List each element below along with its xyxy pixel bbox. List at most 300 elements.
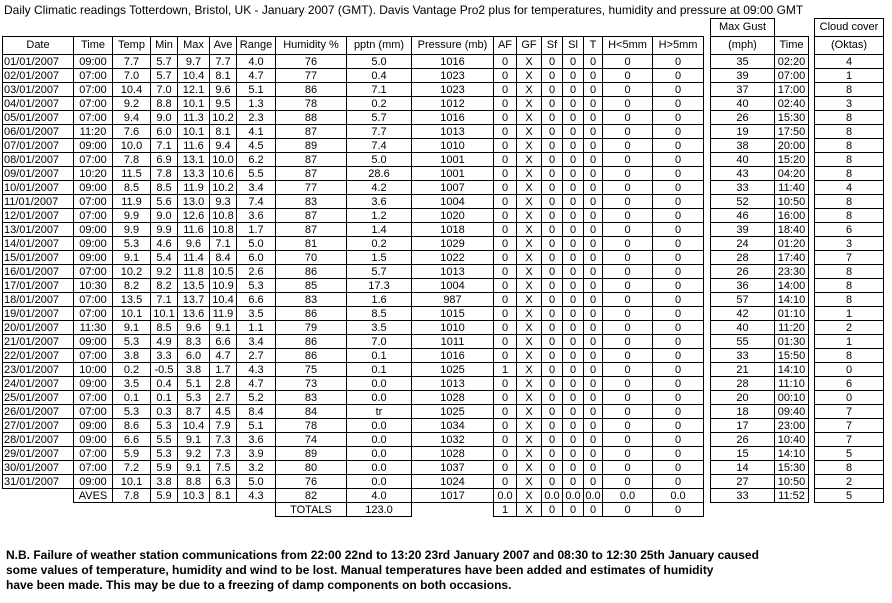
total-t: 0 xyxy=(584,503,603,517)
spacer xyxy=(704,293,711,307)
cell-h-lt5: 0 xyxy=(603,111,653,125)
cell-humidity: 81 xyxy=(276,237,347,251)
cell-time: 09:00 xyxy=(74,377,113,391)
average-value: 5.9 xyxy=(151,489,178,503)
average-value: 5 xyxy=(815,489,884,503)
cell-min: 5.7 xyxy=(151,55,178,69)
cell-gf: X xyxy=(517,153,542,167)
total-af: 1 xyxy=(494,503,517,517)
cell-t: 0 xyxy=(584,181,603,195)
cell-t: 0 xyxy=(584,447,603,461)
cell-sl: 0 xyxy=(563,321,584,335)
cell-pptn: 7.0 xyxy=(347,335,412,349)
spacer xyxy=(704,237,711,251)
cell-time: 11:30 xyxy=(74,321,113,335)
cell-af: 0 xyxy=(494,167,517,181)
cell-range: 5.1 xyxy=(237,83,276,97)
cell-min: 5.4 xyxy=(151,251,178,265)
cell-pressure: 1012 xyxy=(412,97,494,111)
cell-pptn: 0.1 xyxy=(347,363,412,377)
cell-min: 5.7 xyxy=(151,69,178,83)
cell-sl: 0 xyxy=(563,447,584,461)
cell-temp: 0.2 xyxy=(113,363,151,377)
cell-range: 4.5 xyxy=(237,139,276,153)
cell-max-gust: 28 xyxy=(711,377,775,391)
cell-pressure: 1013 xyxy=(412,125,494,139)
cell-cloud-cover: 8 xyxy=(815,153,884,167)
cell-sl: 0 xyxy=(563,167,584,181)
footnote xyxy=(6,548,866,593)
cell-max: 11.8 xyxy=(178,265,210,279)
cell-h-gt5: 0 xyxy=(653,97,704,111)
cell-sf: 0 xyxy=(542,363,563,377)
cell-cloud-cover: 8 xyxy=(815,139,884,153)
cell-t: 0 xyxy=(584,293,603,307)
spacer xyxy=(704,69,711,83)
cell-time: 07:00 xyxy=(74,405,113,419)
cell-gf: X xyxy=(517,377,542,391)
blank-cell xyxy=(815,503,884,517)
cell-h-gt5: 0 xyxy=(653,195,704,209)
cell-range: 5.5 xyxy=(237,167,276,181)
cell-gust-time: 15:30 xyxy=(775,111,809,125)
averages-row xyxy=(3,489,884,503)
cell-pptn: 5.0 xyxy=(347,153,412,167)
blank-cell xyxy=(178,503,210,517)
spacer xyxy=(704,433,711,447)
cell-ave: 7.3 xyxy=(210,447,237,461)
cell-af: 0 xyxy=(494,223,517,237)
cell-h-gt5: 0 xyxy=(653,237,704,251)
cell-h-gt5: 0 xyxy=(653,433,704,447)
cell-max-gust: 33 xyxy=(711,349,775,363)
cell-gust-time: 17:00 xyxy=(775,83,809,97)
cell-max: 9.6 xyxy=(178,321,210,335)
cell-max-gust: 37 xyxy=(711,83,775,97)
cell-time: 10:00 xyxy=(74,363,113,377)
cell-t: 0 xyxy=(584,419,603,433)
cell-ave: 9.4 xyxy=(210,139,237,153)
cell-temp: 10.4 xyxy=(113,83,151,97)
cell-pressure: 1013 xyxy=(412,265,494,279)
cell-sl: 0 xyxy=(563,209,584,223)
cell-gf: X xyxy=(517,363,542,377)
cell-pptn: 0.0 xyxy=(347,475,412,489)
table-row xyxy=(3,139,884,153)
cell-min: 5.6 xyxy=(151,195,178,209)
table-row xyxy=(3,125,884,139)
spacer xyxy=(704,111,711,125)
cell-temp: 8.2 xyxy=(113,279,151,293)
cell-date: 13/01/2007 xyxy=(3,223,74,237)
cell-t: 0 xyxy=(584,279,603,293)
cell-gf: X xyxy=(517,251,542,265)
cell-time: 07:00 xyxy=(74,209,113,223)
cell-humidity: 74 xyxy=(276,433,347,447)
cell-af: 0 xyxy=(494,181,517,195)
cell-h-lt5: 0 xyxy=(603,265,653,279)
cell-af: 0 xyxy=(494,279,517,293)
table-row xyxy=(3,237,884,251)
cell-sl: 0 xyxy=(563,419,584,433)
cell-max: 9.1 xyxy=(178,461,210,475)
cell-t: 0 xyxy=(584,111,603,125)
cell-h-gt5: 0 xyxy=(653,55,704,69)
cell-h-gt5: 0 xyxy=(653,111,704,125)
cell-max-gust: 39 xyxy=(711,223,775,237)
cell-max: 9.7 xyxy=(178,55,210,69)
cell-min: 9.0 xyxy=(151,209,178,223)
cell-cloud-cover: 3 xyxy=(815,237,884,251)
cell-pptn: 17.3 xyxy=(347,279,412,293)
column-header-sl: Sl xyxy=(563,37,584,55)
cell-h-lt5: 0 xyxy=(603,97,653,111)
page-title: Daily Climatic readings Totterdown, Bristol, UK - January 2007 (GMT). Davis Vantage Pro2 plus for temperatures, humidity and pressure at 09:00 GMT xyxy=(4,3,804,17)
max-gust-header: Max Gust xyxy=(711,19,775,37)
cell-cloud-cover: 3 xyxy=(815,97,884,111)
cell-h-gt5: 0 xyxy=(653,153,704,167)
cell-range: 3.6 xyxy=(237,433,276,447)
cell-cloud-cover: 8 xyxy=(815,125,884,139)
cell-max: 11.4 xyxy=(178,251,210,265)
cell-ave: 10.9 xyxy=(210,279,237,293)
cell-af: 0 xyxy=(494,461,517,475)
spacer xyxy=(704,447,711,461)
cell-gust-time: 01:10 xyxy=(775,307,809,321)
cell-time: 10:20 xyxy=(74,167,113,181)
cell-h-gt5: 0 xyxy=(653,335,704,349)
column-header-af: AF xyxy=(494,37,517,55)
cell-h-lt5: 0 xyxy=(603,251,653,265)
cell-gust-time: 14:10 xyxy=(775,293,809,307)
cell-time: 07:00 xyxy=(74,307,113,321)
cell-humidity: 84 xyxy=(276,405,347,419)
column-header-sf: Sf xyxy=(542,37,563,55)
cell-time: 07:00 xyxy=(74,349,113,363)
table-row xyxy=(3,97,884,111)
cell-date: 12/01/2007 xyxy=(3,209,74,223)
cell-sl: 0 xyxy=(563,461,584,475)
cell-ave: 11.9 xyxy=(210,307,237,321)
cell-pptn: 0.0 xyxy=(347,447,412,461)
cell-min: 3.3 xyxy=(151,349,178,363)
cell-humidity: 78 xyxy=(276,97,347,111)
cell-max-gust: 26 xyxy=(711,433,775,447)
cell-humidity: 86 xyxy=(276,307,347,321)
cell-t: 0 xyxy=(584,349,603,363)
average-value: 82 xyxy=(276,489,347,503)
cell-max: 6.0 xyxy=(178,349,210,363)
cell-gf: X xyxy=(517,335,542,349)
cell-pptn: 1.2 xyxy=(347,209,412,223)
table-row xyxy=(3,447,884,461)
cell-min: 5.5 xyxy=(151,433,178,447)
cell-ave: 9.5 xyxy=(210,97,237,111)
cell-max-gust: 52 xyxy=(711,195,775,209)
cell-humidity: 76 xyxy=(276,475,347,489)
cell-range: 1.1 xyxy=(237,321,276,335)
average-value: 0.0 xyxy=(494,489,517,503)
cell-pptn: 0.2 xyxy=(347,97,412,111)
cell-cloud-cover: 8 xyxy=(815,209,884,223)
cell-range: 6.2 xyxy=(237,153,276,167)
column-header-gf: GF xyxy=(517,37,542,55)
cell-gf: X xyxy=(517,475,542,489)
cell-pressure: 1010 xyxy=(412,321,494,335)
cell-date: 25/01/2007 xyxy=(3,391,74,405)
cell-af: 0 xyxy=(494,97,517,111)
cell-min: -0.5 xyxy=(151,363,178,377)
cell-cloud-cover: 4 xyxy=(815,181,884,195)
cell-sl: 0 xyxy=(563,237,584,251)
cell-h-gt5: 0 xyxy=(653,461,704,475)
spacer xyxy=(704,83,711,97)
blank-cell xyxy=(113,503,151,517)
cell-pressure: 1028 xyxy=(412,447,494,461)
cell-temp: 7.6 xyxy=(113,125,151,139)
totals-label: TOTALS xyxy=(276,503,347,517)
cell-sf: 0 xyxy=(542,377,563,391)
cell-time: 07:00 xyxy=(74,265,113,279)
cell-time: 09:00 xyxy=(74,139,113,153)
cell-ave: 10.2 xyxy=(210,181,237,195)
cell-h-gt5: 0 xyxy=(653,419,704,433)
table-row xyxy=(3,167,884,181)
cell-date: 02/01/2007 xyxy=(3,69,74,83)
cell-ave: 2.8 xyxy=(210,377,237,391)
cell-h-lt5: 0 xyxy=(603,433,653,447)
average-value: 0.0 xyxy=(542,489,563,503)
cell-cloud-cover: 7 xyxy=(815,251,884,265)
cell-sl: 0 xyxy=(563,223,584,237)
cell-humidity: 87 xyxy=(276,167,347,181)
cell-max-gust: 38 xyxy=(711,139,775,153)
table-row xyxy=(3,223,884,237)
cell-cloud-cover: 1 xyxy=(815,335,884,349)
cell-gf: X xyxy=(517,461,542,475)
cell-max: 10.1 xyxy=(178,125,210,139)
cell-pptn: 0.0 xyxy=(347,433,412,447)
averages-label: AVES xyxy=(74,489,113,503)
cell-max-gust: 43 xyxy=(711,167,775,181)
spacer xyxy=(704,419,711,433)
cell-gust-time: 17:40 xyxy=(775,251,809,265)
cell-time: 09:00 xyxy=(74,251,113,265)
cell-sl: 0 xyxy=(563,125,584,139)
spacer xyxy=(704,97,711,111)
cell-min: 9.9 xyxy=(151,223,178,237)
cell-gf: X xyxy=(517,223,542,237)
cell-min: 6.0 xyxy=(151,125,178,139)
cell-humidity: 87 xyxy=(276,125,347,139)
cell-max-gust: 18 xyxy=(711,405,775,419)
cell-cloud-cover: 7 xyxy=(815,405,884,419)
cloud-cover-unit: (Oktas) xyxy=(815,37,884,55)
cell-date: 26/01/2007 xyxy=(3,405,74,419)
cell-date: 08/01/2007 xyxy=(3,153,74,167)
cell-max-gust: 40 xyxy=(711,153,775,167)
cell-pressure: 1024 xyxy=(412,475,494,489)
cell-range: 5.1 xyxy=(237,419,276,433)
column-header-max: Max xyxy=(178,37,210,55)
cell-gust-time: 01:30 xyxy=(775,335,809,349)
cell-gf: X xyxy=(517,69,542,83)
cell-pptn: 1.6 xyxy=(347,293,412,307)
cell-h-gt5: 0 xyxy=(653,349,704,363)
cell-h-gt5: 0 xyxy=(653,167,704,181)
cell-ave: 6.3 xyxy=(210,475,237,489)
cell-max: 8.8 xyxy=(178,475,210,489)
cell-pptn: 0.0 xyxy=(347,419,412,433)
cell-humidity: 86 xyxy=(276,335,347,349)
cell-ave: 9.3 xyxy=(210,195,237,209)
cell-sl: 0 xyxy=(563,111,584,125)
cell-sf: 0 xyxy=(542,321,563,335)
cell-cloud-cover: 6 xyxy=(815,223,884,237)
average-value: 4.3 xyxy=(237,489,276,503)
cell-pptn: 5.7 xyxy=(347,111,412,125)
cell-af: 0 xyxy=(494,335,517,349)
cell-max-gust: 55 xyxy=(711,335,775,349)
cell-t: 0 xyxy=(584,237,603,251)
spacer xyxy=(704,363,711,377)
cell-af: 0 xyxy=(494,391,517,405)
cell-gust-time: 23:30 xyxy=(775,265,809,279)
cell-sf: 0 xyxy=(542,335,563,349)
cell-date: 19/01/2007 xyxy=(3,307,74,321)
cell-sf: 0 xyxy=(542,461,563,475)
cell-humidity: 89 xyxy=(276,447,347,461)
cell-temp: 7.8 xyxy=(113,153,151,167)
cell-sf: 0 xyxy=(542,223,563,237)
cell-min: 4.6 xyxy=(151,237,178,251)
cell-min: 9.0 xyxy=(151,111,178,125)
cell-cloud-cover: 4 xyxy=(815,55,884,69)
cell-cloud-cover: 8 xyxy=(815,461,884,475)
cell-date: 15/01/2007 xyxy=(3,251,74,265)
cell-ave: 7.7 xyxy=(210,55,237,69)
cell-min: 9.2 xyxy=(151,265,178,279)
cell-time: 07:00 xyxy=(74,153,113,167)
cell-max: 13.5 xyxy=(178,279,210,293)
cell-max-gust: 36 xyxy=(711,279,775,293)
cell-ave: 4.7 xyxy=(210,349,237,363)
cell-min: 3.8 xyxy=(151,475,178,489)
cell-humidity: 87 xyxy=(276,223,347,237)
cell-h-lt5: 0 xyxy=(603,405,653,419)
total-h-lt5: 0 xyxy=(603,503,653,517)
cell-pptn: 3.6 xyxy=(347,195,412,209)
total-h-gt5: 0 xyxy=(653,503,704,517)
cell-h-gt5: 0 xyxy=(653,69,704,83)
cell-pptn: 1.4 xyxy=(347,223,412,237)
cell-max: 5.3 xyxy=(178,391,210,405)
header-row xyxy=(3,37,884,55)
cell-gust-time: 23:00 xyxy=(775,419,809,433)
cell-h-gt5: 0 xyxy=(653,251,704,265)
climate-table xyxy=(2,18,884,517)
cell-max-gust: 40 xyxy=(711,97,775,111)
table-row xyxy=(3,349,884,363)
blank-cell xyxy=(3,503,74,517)
cell-pptn: 7.4 xyxy=(347,139,412,153)
cell-ave: 2.7 xyxy=(210,391,237,405)
cell-range: 5.0 xyxy=(237,475,276,489)
table-row xyxy=(3,405,884,419)
cell-t: 0 xyxy=(584,321,603,335)
cell-t: 0 xyxy=(584,83,603,97)
cell-sf: 0 xyxy=(542,55,563,69)
cell-gf: X xyxy=(517,181,542,195)
cell-max: 13.7 xyxy=(178,293,210,307)
cell-h-gt5: 0 xyxy=(653,223,704,237)
cell-sl: 0 xyxy=(563,293,584,307)
average-value: 33 xyxy=(711,489,775,503)
cell-time: 07:00 xyxy=(74,293,113,307)
cell-cloud-cover: 5 xyxy=(815,447,884,461)
cell-gf: X xyxy=(517,433,542,447)
cell-sf: 0 xyxy=(542,349,563,363)
cell-min: 7.1 xyxy=(151,139,178,153)
spacer xyxy=(704,195,711,209)
cell-max: 13.3 xyxy=(178,167,210,181)
cell-sf: 0 xyxy=(542,293,563,307)
cell-ave: 8.1 xyxy=(210,69,237,83)
cell-cloud-cover: 2 xyxy=(815,321,884,335)
cell-t: 0 xyxy=(584,391,603,405)
cell-af: 0 xyxy=(494,195,517,209)
cell-min: 7.8 xyxy=(151,167,178,181)
cell-min: 0.3 xyxy=(151,405,178,419)
cell-pressure: 1022 xyxy=(412,251,494,265)
cell-humidity: 83 xyxy=(276,293,347,307)
cell-min: 0.4 xyxy=(151,377,178,391)
cell-date: 04/01/2007 xyxy=(3,97,74,111)
total-sf: 0 xyxy=(542,503,563,517)
totals-row xyxy=(3,503,884,517)
cell-h-lt5: 0 xyxy=(603,83,653,97)
cell-humidity: 78 xyxy=(276,419,347,433)
spacer xyxy=(704,37,711,55)
cell-range: 3.5 xyxy=(237,307,276,321)
cell-pptn: 28.6 xyxy=(347,167,412,181)
spacer xyxy=(704,391,711,405)
cell-sl: 0 xyxy=(563,55,584,69)
cell-af: 0 xyxy=(494,139,517,153)
cell-h-lt5: 0 xyxy=(603,167,653,181)
cell-min: 10.1 xyxy=(151,307,178,321)
cell-cloud-cover: 8 xyxy=(815,265,884,279)
cell-temp: 9.1 xyxy=(113,321,151,335)
cell-min: 8.2 xyxy=(151,279,178,293)
cell-h-gt5: 0 xyxy=(653,139,704,153)
cell-gust-time: 20:00 xyxy=(775,139,809,153)
cell-humidity: 86 xyxy=(276,265,347,279)
cell-date: 17/01/2007 xyxy=(3,279,74,293)
cell-max-gust: 26 xyxy=(711,111,775,125)
cell-max: 12.6 xyxy=(178,209,210,223)
cell-sl: 0 xyxy=(563,181,584,195)
cell-h-lt5: 0 xyxy=(603,461,653,475)
cell-af: 0 xyxy=(494,69,517,83)
cell-ave: 10.8 xyxy=(210,223,237,237)
cell-h-gt5: 0 xyxy=(653,293,704,307)
cell-pressure: 1004 xyxy=(412,195,494,209)
cell-sl: 0 xyxy=(563,265,584,279)
cell-h-lt5: 0 xyxy=(603,209,653,223)
cell-sf: 0 xyxy=(542,167,563,181)
cell-range: 6.0 xyxy=(237,251,276,265)
